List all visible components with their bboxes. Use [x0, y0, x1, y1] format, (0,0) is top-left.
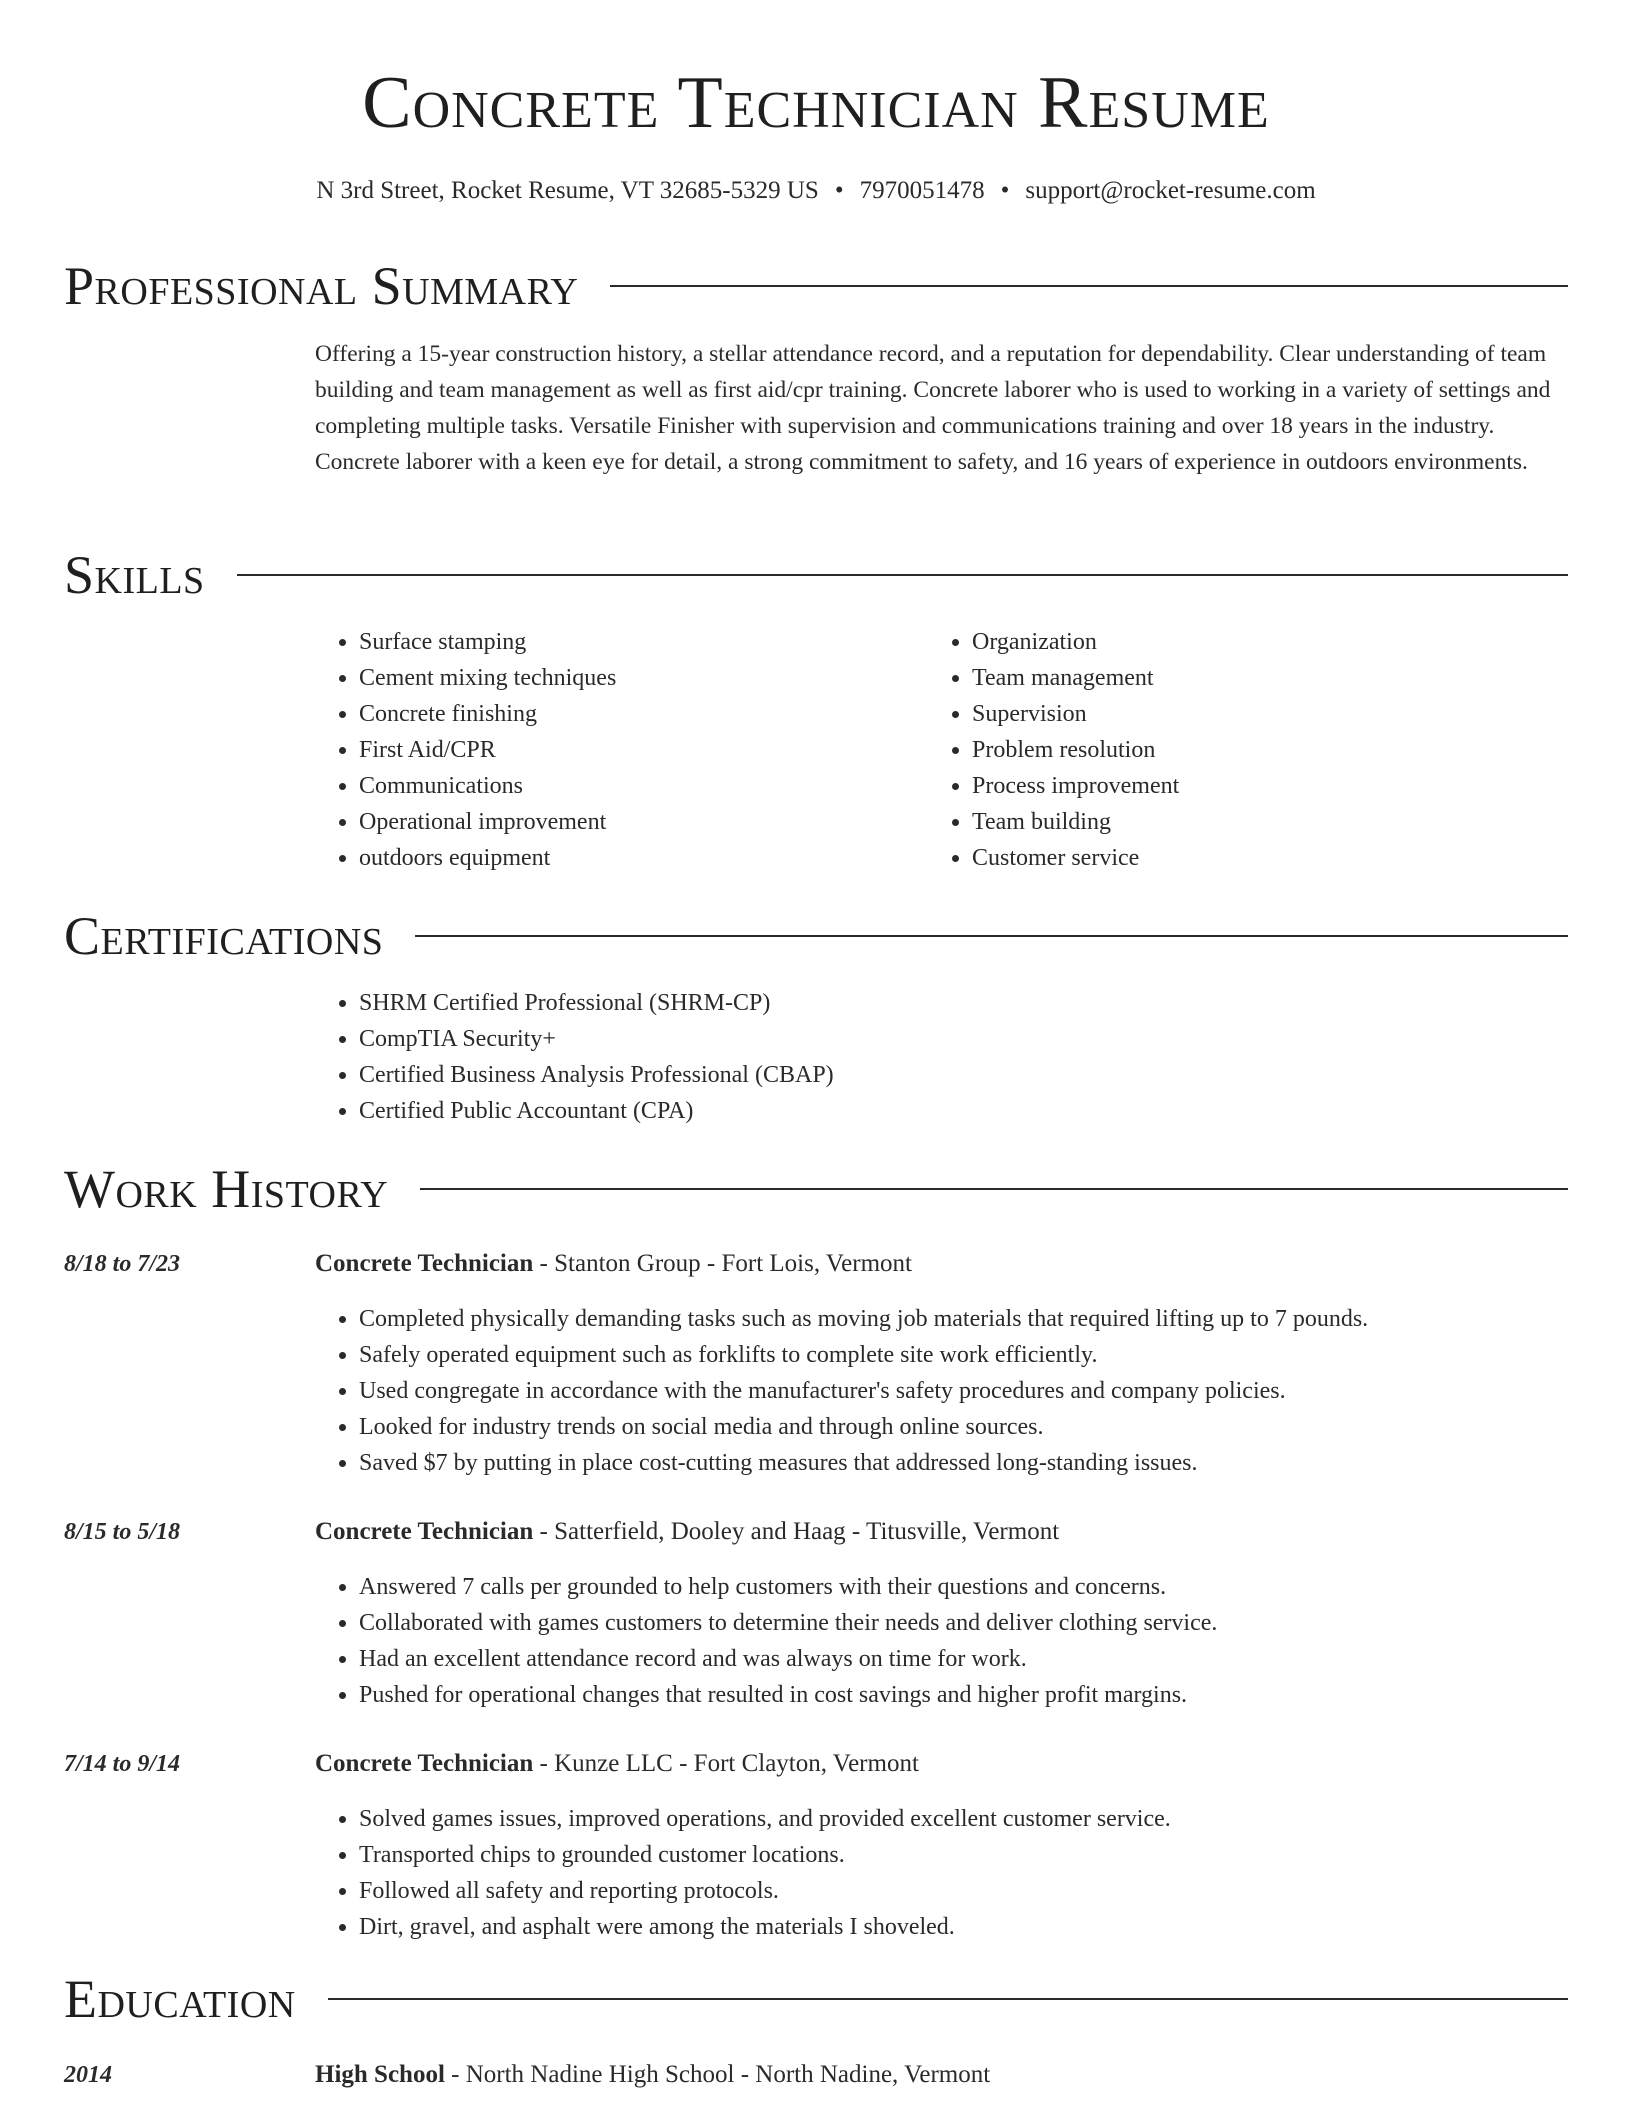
job-role: Concrete Technician — [315, 1750, 534, 1777]
job-bullets — [315, 1569, 1609, 1713]
contact-separator: • — [1000, 177, 1010, 204]
education-heading: Education — [64, 1969, 296, 2029]
job-bullets — [315, 1301, 1609, 1481]
skill-item: • First Aid/CPR — [359, 732, 919, 768]
work-heading: Work History — [64, 1159, 389, 1219]
job-bullet: • Safely operated equipment such as forklifts to complete site work efficiently. — [359, 1337, 1609, 1373]
job-bullet: • Collaborated with games customers to determine their needs and deliver clothing service. — [359, 1605, 1609, 1641]
section-divider — [237, 574, 1568, 576]
summary-section-header — [64, 254, 1568, 318]
skill-item: • Organization — [972, 624, 1532, 660]
job-role: Concrete Technician — [315, 1250, 534, 1277]
contact-line — [0, 174, 1632, 208]
education-school: - North Nadine High School - North Nadine, Vermont — [444, 2061, 991, 2088]
job-bullet: • Solved games issues, improved operations, and provided excellent customer service. — [359, 1801, 1609, 1837]
job-bullet: • Pushed for operational changes that resulted in cost savings and higher profit margins. — [359, 1677, 1609, 1713]
certification-item: • Certified Public Accountant (CPA) — [359, 1093, 1559, 1129]
contact-address: N 3rd Street, Rocket Resume, VT 32685-5329 US — [316, 177, 819, 204]
job-title — [315, 1246, 912, 1282]
job-employer: - Stanton Group - Fort Lois, Vermont — [533, 1250, 912, 1277]
education-degree: High School — [315, 2061, 445, 2088]
job-bullet: • Dirt, gravel, and asphalt were among the materials I shoveled. — [359, 1909, 1609, 1945]
skill-item: • Concrete finishing — [359, 696, 919, 732]
certification-item: • CompTIA Security+ — [359, 1021, 1559, 1057]
skill-item: • Process improvement — [972, 768, 1532, 804]
certifications-heading: Certifications — [64, 906, 384, 966]
section-divider — [610, 285, 1568, 287]
job-dates: 8/15 to 5/18 — [64, 1519, 181, 1545]
job-employer: - Satterfield, Dooley and Haag - Titusville, Vermont — [533, 1518, 1060, 1545]
summary-text: Offering a 15-year construction history, a stellar attendance record, and a reputation for dependability. Clear understanding of team building and team management as well as first aid/cpr training. Concrete laborer who is used to working in a variety of settings and completing multiple tasks. Versatile Finisher with supervision and communications training and over 18 years in the industry. Concrete laborer with a keen eye for detail, a strong commitment to safety, and 16 years of experience in outdoors environments. — [315, 341, 1551, 475]
contact-phone: 7970051478 — [859, 177, 985, 204]
job-bullet: • Saved $7 by putting in place cost-cutting measures that addressed long-standing issues. — [359, 1445, 1609, 1481]
skill-item: • Operational improvement — [359, 804, 919, 840]
skill-item: • outdoors equipment — [359, 840, 919, 876]
section-divider — [420, 1188, 1568, 1190]
skill-item: • Surface stamping — [359, 624, 919, 660]
section-divider — [415, 935, 1568, 937]
job-title — [315, 1514, 1059, 1550]
skill-item: • Supervision — [972, 696, 1532, 732]
job-bullet: • Had an excellent attendance record and was always on time for work. — [359, 1641, 1609, 1677]
education-year: 2014 — [64, 2062, 112, 2088]
job-dates: 8/18 to 7/23 — [64, 1251, 181, 1277]
job-role: Concrete Technician — [315, 1518, 534, 1545]
job-employer: - Kunze LLC - Fort Clayton, Vermont — [533, 1750, 919, 1777]
resume-title: Concrete Technician Resume — [362, 62, 1270, 144]
summary-heading: Professional Summary — [64, 256, 579, 316]
skill-item: • Team management — [972, 660, 1532, 696]
skills-list-right — [928, 624, 1532, 876]
skill-item: • Customer service — [972, 840, 1532, 876]
certifications-list — [315, 985, 1559, 1129]
contact-separator: • — [834, 177, 844, 204]
job-bullet: • Followed all safety and reporting protocols. — [359, 1873, 1609, 1909]
job-title — [315, 1746, 919, 1782]
skills-list-left — [315, 624, 919, 876]
job-bullet: • Completed physically demanding tasks such as moving job materials that required lifting up to 7 pounds. — [359, 1301, 1609, 1337]
work-section-header — [64, 1157, 1568, 1221]
job-dates: 7/14 to 9/14 — [64, 1751, 181, 1777]
skill-item: • Team building — [972, 804, 1532, 840]
skill-item: • Problem resolution — [972, 732, 1532, 768]
job-bullets — [315, 1801, 1609, 1945]
certification-item: • SHRM Certified Professional (SHRM-CP) — [359, 985, 1559, 1021]
certification-item: • Certified Business Analysis Professional (CBAP) — [359, 1057, 1559, 1093]
skill-item: • Cement mixing techniques — [359, 660, 919, 696]
job-bullet: • Answered 7 calls per grounded to help customers with their questions and concerns. — [359, 1569, 1609, 1605]
education-title — [315, 2057, 990, 2093]
education-section-header — [64, 1967, 1568, 2031]
skills-heading: Skills — [64, 545, 205, 605]
certifications-section-header — [64, 904, 1568, 968]
job-bullet: • Looked for industry trends on social media and through online sources. — [359, 1409, 1609, 1445]
section-divider — [328, 1998, 1568, 2000]
job-bullet: • Transported chips to grounded customer locations. — [359, 1837, 1609, 1873]
skill-item: • Communications — [359, 768, 919, 804]
job-bullet: • Used congregate in accordance with the manufacturer's safety procedures and company policies. — [359, 1373, 1609, 1409]
skills-section-header — [64, 543, 1568, 607]
contact-email: support@rocket-resume.com — [1025, 177, 1316, 204]
